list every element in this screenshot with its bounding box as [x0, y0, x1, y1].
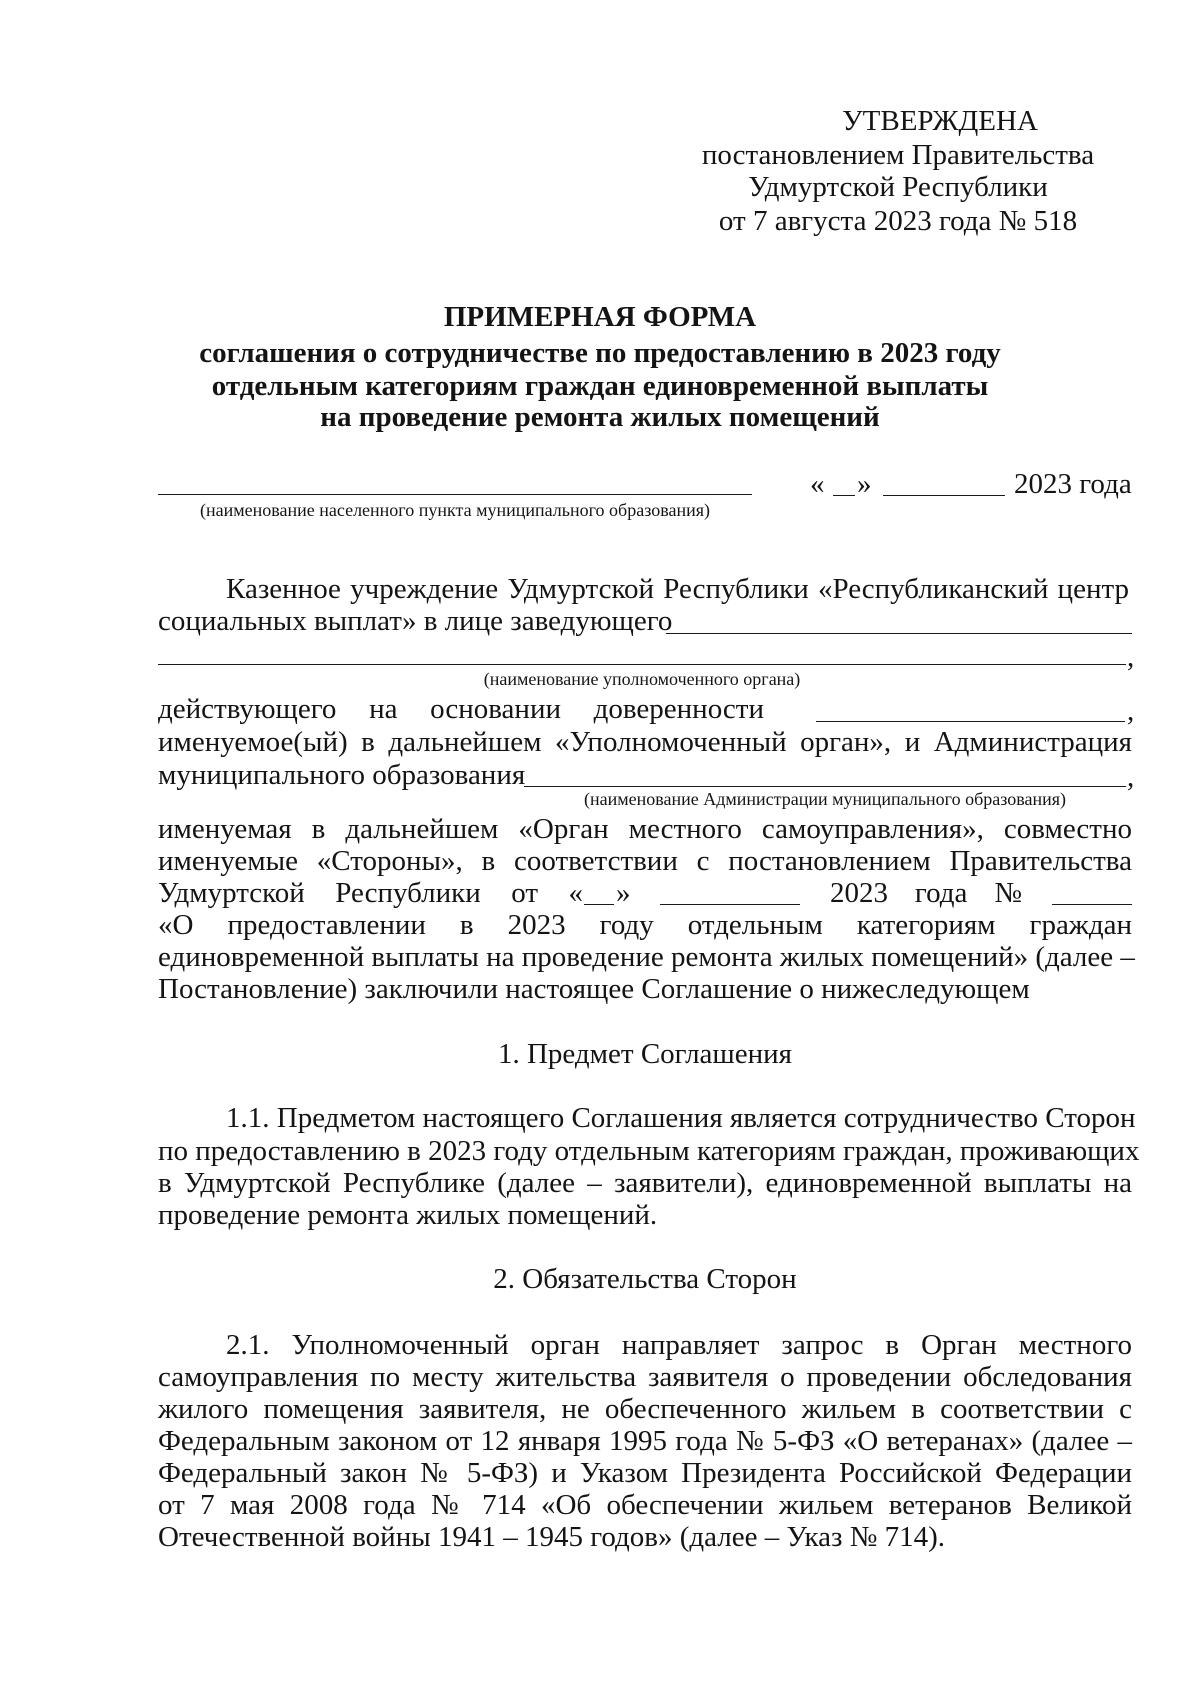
- administration-caption: (наименование Администрации муниципального образования): [583, 789, 1067, 809]
- preamble-line: именуемые «Стороны», в соответствии с постановлением Правительства: [158, 845, 1132, 877]
- section-paragraph-line: 1.1. Предметом настоящего Соглашения является сотрудничество Сторон: [226, 1102, 1136, 1134]
- preamble-line: 2023 года №: [830, 877, 1022, 909]
- preamble-line: Удмуртской Республики от «: [158, 877, 583, 909]
- authority-name-blank: [158, 664, 1126, 665]
- section-paragraph-line: жилого помещения заявителя, не обеспеченного жильем в соответствии с: [158, 1393, 1132, 1425]
- preamble-line: Постановление) заключили настоящее Соглашение о нижеследующем: [158, 973, 1030, 1005]
- month-blank-line: [883, 495, 1005, 496]
- section-paragraph-line: от 7 мая 2008 года № 714 «Об обеспечении жильем ветеранов Великой: [158, 1489, 1132, 1521]
- approval-line: Удмуртской Республики: [748, 171, 1048, 203]
- place-blank-line: [158, 494, 752, 495]
- approval-title: УТВЕРЖДЕНА: [842, 105, 1038, 137]
- section-paragraph-line: Отечественной войны 1941 – 1945 годов» (далее – Указ № 714).: [158, 1521, 946, 1553]
- head-name-blank: [666, 633, 1132, 634]
- approval-date: от 7 августа 2023 года № 518: [718, 205, 1078, 237]
- preamble-line: «О предоставлении в 2023 году отдельным категориям граждан: [158, 909, 1132, 941]
- section-paragraph-line: проведение ремонта жилых помещений.: [158, 1199, 658, 1231]
- section-paragraph-line: Федеральный закон № 5-ФЗ) и Указом Президента Российской Федерации: [158, 1457, 1132, 1489]
- title-heading: ПРИМЕРНАЯ ФОРМА: [443, 301, 757, 333]
- day-blank-line: [833, 495, 855, 496]
- date-open-quote: «: [810, 468, 825, 500]
- preamble-line: Казенное учреждение Удмуртской Республики «Республиканский центр: [226, 573, 1129, 605]
- administration-name-blank: [524, 786, 1126, 787]
- section-paragraph-line: в Удмуртской Республике (далее – заявители), единовременной выплаты на: [158, 1167, 1132, 1199]
- decree-day-blank: [584, 904, 614, 905]
- section-paragraph-line: самоуправления по месту жительства заявителя о проведении обследования: [158, 1361, 1132, 1393]
- section-heading: 2. Обязательства Сторон: [493, 1263, 797, 1295]
- preamble-line: именуемая в дальнейшем «Орган местного самоуправления», совместно: [158, 813, 1132, 845]
- section-paragraph-line: Федеральным законом от 12 января 1995 года № 5-ФЗ «О ветеранах» (далее –: [158, 1425, 1132, 1457]
- title-subtitle-line: отдельным категориям граждан единовременной выплаты: [211, 370, 989, 402]
- decree-month-blank: [660, 904, 800, 905]
- section-paragraph-line: по предоставлению в 2023 году отдельным категориям граждан, проживающих: [158, 1135, 1140, 1167]
- section-paragraph-line: 2.1. Уполномоченный орган направляет запрос в Орган местного: [226, 1329, 1132, 1361]
- close-quote: »: [616, 877, 631, 909]
- preamble-line: действующего на основании доверенности: [158, 693, 764, 725]
- place-caption: (наименование населенного пункта муниципального образования): [199, 500, 710, 520]
- date-year: 2023 года: [1014, 468, 1132, 500]
- preamble-line: единовременной выплаты на проведение ремонта жилых помещений» (далее –: [158, 941, 1135, 973]
- decree-number-blank: [1052, 904, 1132, 905]
- power-of-attorney-blank: [816, 721, 1125, 722]
- comma: ,: [1127, 695, 1135, 727]
- approval-line: постановлением Правительства: [701, 139, 1095, 171]
- date-close-quote: »: [857, 468, 872, 500]
- comma: ,: [1127, 641, 1135, 673]
- preamble-line: именуемое(ый) в дальнейшем «Уполномоченный орган», и Администрация: [158, 726, 1132, 758]
- comma: ,: [1127, 761, 1135, 793]
- preamble-line: муниципального образования: [158, 759, 526, 791]
- section-heading: 1. Предмет Соглашения: [497, 1038, 793, 1070]
- title-subtitle-line: на проведение ремонта жилых помещений: [320, 401, 880, 433]
- title-subtitle-line: соглашения о сотрудничестве по предоставлению в 2023 году: [199, 337, 1001, 369]
- authority-caption: (наименование уполномоченного органа): [483, 669, 801, 689]
- preamble-line: социальных выплат» в лице заведующего: [158, 605, 673, 637]
